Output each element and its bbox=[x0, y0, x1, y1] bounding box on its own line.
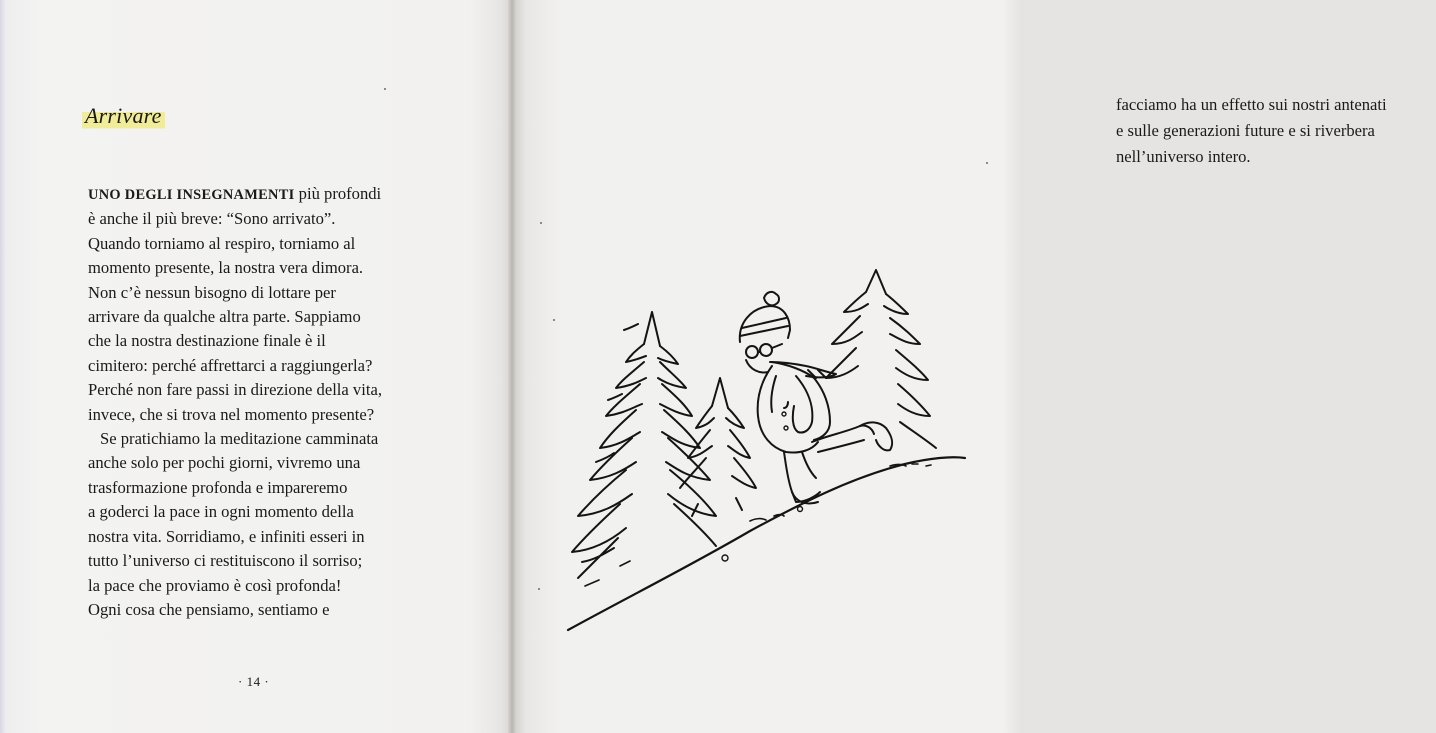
text-line: è anche il più breve: “Sono arrivato”. bbox=[88, 209, 336, 229]
chapter-title: Arrivare bbox=[82, 102, 165, 131]
pine-tree-right bbox=[826, 270, 936, 448]
walking-figure bbox=[740, 292, 892, 504]
lead-phrase: UNO DEGLI INSEGNAMENTI bbox=[88, 187, 295, 203]
text-line: nostra vita. Sorridiamo, e infiniti esseri in bbox=[88, 526, 365, 546]
right-page-body bbox=[1116, 92, 1436, 169]
paper-speck bbox=[538, 588, 540, 590]
paper-speck bbox=[540, 222, 542, 224]
pine-tree-left bbox=[572, 312, 716, 578]
paper-speck bbox=[553, 319, 555, 321]
text-line: anche solo per pochi giorni, vivremo una bbox=[88, 453, 361, 473]
text-line: nell’universo intero. bbox=[1116, 146, 1251, 166]
text-line: arrivare da qualche altra parte. Sappiamo bbox=[88, 307, 361, 327]
text-line: UNO DEGLI INSEGNAMENTI più profondi bbox=[88, 184, 382, 203]
text-line: cimitero: perché affrettarci a raggiungerla? bbox=[88, 355, 373, 375]
snow-dashes bbox=[585, 464, 931, 586]
page-number: · 14 · bbox=[238, 674, 270, 689]
text-line: Quando torniamo al respiro, torniamo al bbox=[88, 233, 356, 253]
paper-speck bbox=[384, 88, 386, 90]
text-line: invece, che si trova nel momento presente? bbox=[88, 404, 375, 424]
hill-line bbox=[568, 457, 965, 630]
text-line: che la nostra destinazione finale è il bbox=[88, 331, 326, 351]
book-gutter bbox=[508, 0, 516, 733]
text-line: e sulle generazioni future e si riverbera bbox=[1116, 120, 1375, 140]
text-line: Se pratichiamo la meditazione camminata bbox=[100, 429, 379, 449]
left-page bbox=[0, 0, 512, 733]
text-line: momento presente, la nostra vera dimora. bbox=[88, 258, 364, 278]
paper-speck bbox=[986, 162, 988, 164]
text-line: Perché non fare passi in direzione della vita, bbox=[88, 380, 382, 400]
left-page-body bbox=[88, 182, 428, 622]
snow-walker-illustration bbox=[560, 266, 980, 636]
text-line: facciamo ha un effetto sui nostri antenati bbox=[1116, 95, 1387, 114]
text-line: Non c’è nessun bisogno di lottare per bbox=[88, 282, 336, 302]
text-line: la pace che proviamo è così profonda! bbox=[88, 575, 342, 595]
text-line: Ogni cosa che pensiamo, sentiamo e bbox=[88, 599, 330, 619]
text-line: tutto l’universo ci restituiscono il sorriso; bbox=[88, 551, 363, 571]
snow-pebble bbox=[722, 555, 728, 561]
snow-pebble bbox=[798, 507, 803, 512]
text-line: trasformazione profonda e impareremo bbox=[88, 477, 348, 497]
text-line: a goderci la pace in ogni momento della bbox=[88, 502, 354, 522]
